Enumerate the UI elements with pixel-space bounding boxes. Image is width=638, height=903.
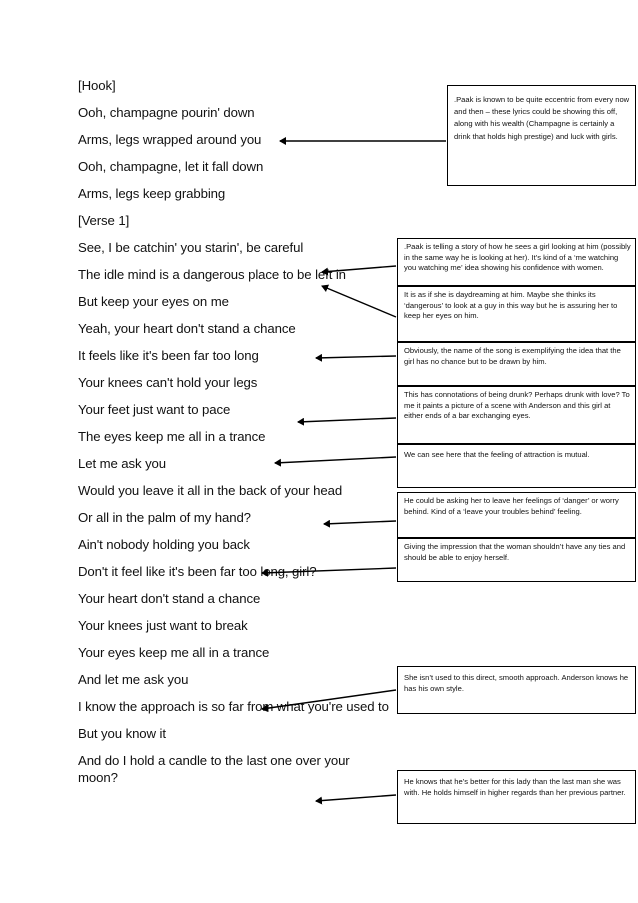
annotation-text: Obviously, the name of the song is exemplifying the idea that the girl has no chance but to be drawn by him. [404, 346, 621, 366]
annotation-box [397, 770, 636, 824]
annotation-box [397, 386, 636, 444]
annotation-text: Giving the impression that the woman shouldn’t have any ties and should be able to enjoy herself. [404, 542, 626, 562]
annotation-text: .Paak is known to be quite eccentric from every now and then – these lyrics could be showing this off, along with his wealth (Champagne is certainly a drink that holds high prestige) and luck with girls. [454, 95, 630, 141]
lyric-line: But keep your eyes on me [78, 294, 229, 309]
arrow [316, 356, 396, 358]
annotation-text: It is as if she is daydreaming at him. Maybe she thinks its ‘dangerous’ to look at a guy in this way but he is assuring her to keep her eyes on him. [404, 290, 618, 321]
lyric-line: And let me ask you [78, 672, 189, 687]
lyric-line: Ain't nobody holding you back [78, 537, 250, 552]
lyric-line: Your knees can't hold your legs [78, 375, 258, 390]
lyric-line: Arms, legs keep grabbing [78, 186, 226, 201]
lyric-line: Ooh, champagne pourin' down [78, 105, 255, 120]
lyric-line: See, I be catchin' you starin', be careful [78, 240, 304, 255]
section-heading-verse-1: [Verse 1] [78, 213, 130, 228]
annotation-text: We can see here that the feeling of attraction is mutual. [404, 450, 590, 459]
lyric-line: But you know it [78, 726, 166, 741]
lyric-line: I know the approach is so far from what you're used to [78, 699, 389, 714]
lyric-line: Yeah, your heart don't stand a chance [78, 321, 296, 336]
lyric-line: Your heart don't stand a chance [78, 591, 261, 606]
annotation-text: She isn’t used to this direct, smooth approach. Anderson knows he has his own style. [404, 673, 629, 693]
arrow [298, 418, 396, 422]
arrow [316, 795, 396, 801]
lyric-line: Don't it feel like it's been far too long, girl? [78, 564, 317, 579]
annotation-box [397, 286, 636, 342]
lyric-line: Let me ask you [78, 456, 167, 471]
lyric-line: Arms, legs wrapped around you [78, 132, 262, 147]
annotation-text: .Paak is telling a story of how he sees a girl looking at him (possibly in the same way he is looking at her). It’s kind of a ‘me watching you watching me’ idea showing his confidence with women. [404, 242, 631, 273]
lyric-line: It feels like it's been far too long [78, 348, 259, 363]
annotation-box [397, 238, 636, 286]
annotation-box [397, 538, 636, 582]
lyric-line: The eyes keep me all in a trance [78, 429, 266, 444]
annotation-box [397, 342, 636, 386]
section-heading-hook: [Hook] [78, 78, 116, 93]
lyric-line: And do I hold a candle to the last one over your moon? [78, 753, 350, 785]
lyric-line: Or all in the palm of my hand? [78, 510, 251, 525]
annotation-box [397, 666, 636, 714]
lyric-line: Would you leave it all in the back of your head [78, 483, 343, 498]
lyric-line: The idle mind is a dangerous place to be left in [78, 267, 346, 282]
arrow [275, 457, 396, 463]
lyric-line: Your feet just want to pace [78, 402, 231, 417]
annotation-text: This has connotations of being drunk? Perhaps drunk with love? To me it paints a picture of a scene with Anderson and this girl at either ends of a bar exchanging eyes. [404, 390, 630, 421]
lyric-line: Your eyes keep me all in a trance [78, 645, 270, 660]
annotation-box [447, 85, 636, 186]
annotation-box [397, 444, 636, 488]
lyric-line: Your knees just want to break [78, 618, 248, 633]
arrow [322, 286, 396, 317]
lyric-line: Ooh, champagne, let it fall down [78, 159, 264, 174]
arrow [324, 521, 396, 524]
annotation-text: He knows that he’s better for this lady than the last man she was with. He holds himself in higher regards than her previous partner. [404, 777, 626, 797]
annotation-box [397, 492, 636, 538]
annotation-text: He could be asking her to leave her feelings of ‘danger’ or worry behind. Kind of a ‘leave your troubles behind’ feeling. [404, 496, 619, 516]
